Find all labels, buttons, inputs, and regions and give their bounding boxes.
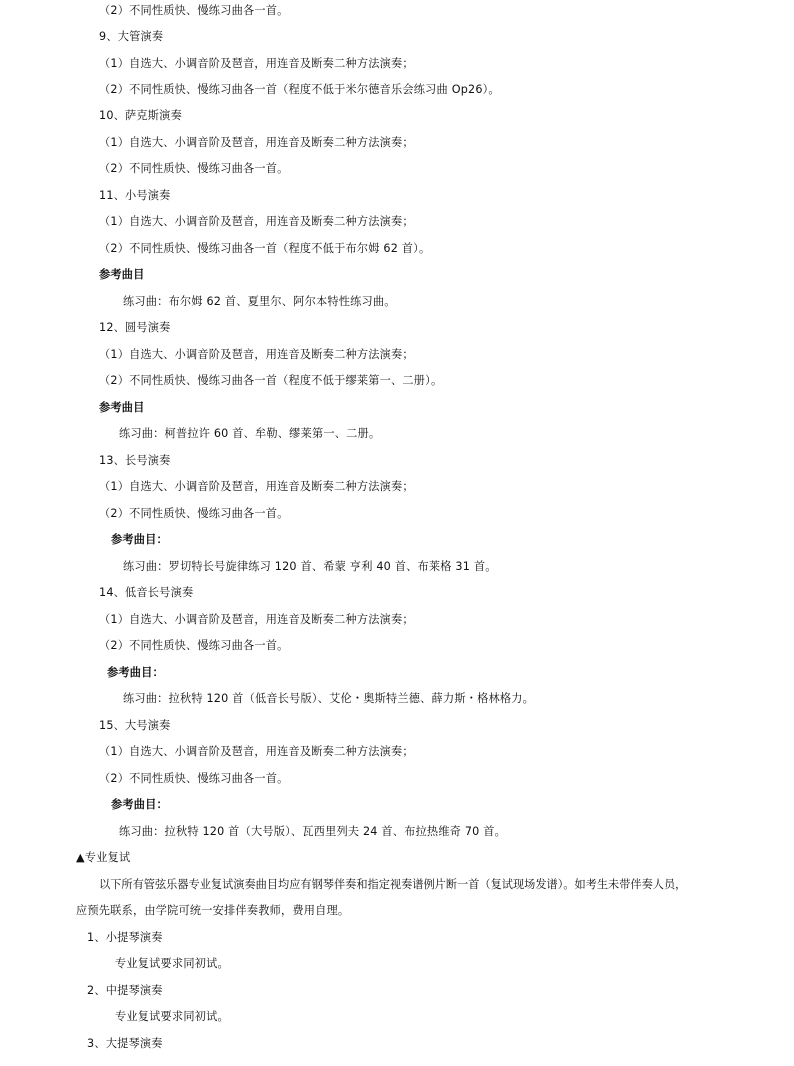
text-line: （2）不同性质快、慢练习曲各一首。 (99, 162, 289, 175)
section-heading-trumpet: 11、小号演奏 (99, 189, 171, 202)
text-line: 练习曲：拉秋特 120 首（低音长号版）、艾伦・奥斯特兰德、薛力斯・格林格力。 (123, 692, 535, 705)
text-line: 以下所有管弦乐器专业复试演奏曲目均应有钢琴伴奏和指定视奏谱例片断一首（复试现场发谱）。如考生未带伴奏人员， (99, 878, 687, 891)
text-line: 应预先联系，由学院可统一安排伴奏教师，费用自理。 (76, 904, 350, 917)
text-line: 专业复试要求同初试。 (115, 1010, 229, 1023)
section-heading-tuba: 15、大号演奏 (99, 719, 171, 732)
reference-heading: 参考曲目： (107, 666, 164, 679)
section-heading-violin: 1、小提琴演奏 (87, 931, 163, 944)
text-line: （1）自选大、小调音阶及琶音，用连音及断奏二种方法演奏； (99, 215, 414, 228)
text-line: （2）不同性质快、慢练习曲各一首（程度不低于布尔姆 62 首）。 (99, 242, 431, 255)
section-heading-cello: 3、大提琴演奏 (87, 1037, 163, 1050)
section-heading-bass-trombone: 14、低音长号演奏 (99, 586, 194, 599)
text-line: （2）不同性质快、慢练习曲各一首（程度不低于米尔德音乐会练习曲 Op26）。 (99, 83, 500, 96)
reference-heading: 参考曲目： (111, 798, 168, 811)
text-line: （1）自选大、小调音阶及琶音，用连音及断奏二种方法演奏； (99, 136, 414, 149)
text-line: （2）不同性质快、慢练习曲各一首。 (99, 4, 289, 17)
text-line: （2）不同性质快、慢练习曲各一首。 (99, 507, 289, 520)
section-heading-saxophone: 10、萨克斯演奏 (99, 109, 182, 122)
text-line: （2）不同性质快、慢练习曲各一首（程度不低于缪莱第一、二册）。 (99, 374, 443, 387)
text-line: 专业复试要求同初试。 (115, 957, 229, 970)
section-heading-viola: 2、中提琴演奏 (87, 984, 163, 997)
text-line: 练习曲：罗切特长号旋律练习 120 首、希蒙 亨利 40 首、布莱格 31 首。 (123, 560, 497, 573)
section-heading-trombone: 13、长号演奏 (99, 454, 171, 467)
section-heading-bassoon: 9、大管演奏 (99, 30, 164, 43)
section-heading-horn: 12、圆号演奏 (99, 321, 171, 334)
text-line: 练习曲：布尔姆 62 首、夏里尔、阿尔本特性练习曲。 (123, 295, 396, 308)
reference-heading: 参考曲目： (111, 533, 168, 546)
major-heading-retest: ▲专业复试 (76, 851, 131, 864)
text-line: （2）不同性质快、慢练习曲各一首。 (99, 772, 289, 785)
text-line: （1）自选大、小调音阶及琶音，用连音及断奏二种方法演奏； (99, 57, 414, 70)
text-line: 练习曲：柯普拉许 60 首、牟勒、缪莱第一、二册。 (119, 427, 381, 440)
text-line: （1）自选大、小调音阶及琶音，用连音及断奏二种方法演奏； (99, 348, 414, 361)
text-line: （1）自选大、小调音阶及琶音，用连音及断奏二种方法演奏； (99, 480, 414, 493)
reference-heading: 参考曲目 (99, 268, 145, 281)
text-line: （2）不同性质快、慢练习曲各一首。 (99, 639, 289, 652)
text-line: （1）自选大、小调音阶及琶音，用连音及断奏二种方法演奏； (99, 745, 414, 758)
text-line: （1）自选大、小调音阶及琶音，用连音及断奏二种方法演奏； (99, 613, 414, 626)
reference-heading: 参考曲目 (99, 401, 145, 414)
text-line: 练习曲：拉秋特 120 首（大号版）、瓦西里列夫 24 首、布拉热维奇 70 首。 (119, 825, 507, 838)
